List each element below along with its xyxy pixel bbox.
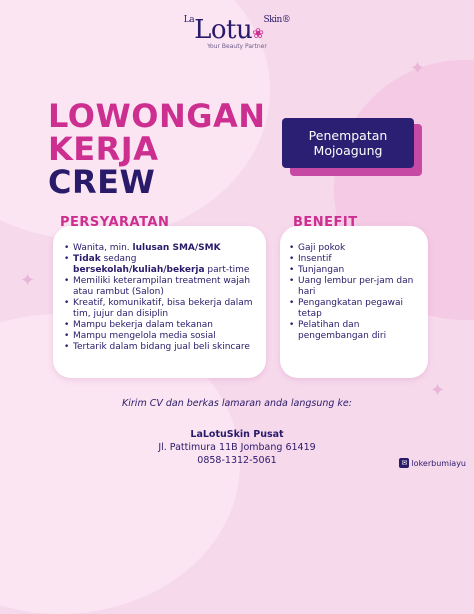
- lotus-icon: ❀: [252, 26, 264, 42]
- sparkle-icon: ✦: [410, 58, 426, 79]
- benefits-title: BENEFIT: [293, 215, 358, 230]
- list-item: • Kreatif, komunikatif, bisa bekerja dalam tim, jujur dan disiplin: [64, 298, 260, 320]
- list-item: • Tertarik dalam bidang jual beli skincare: [64, 342, 260, 353]
- benefits-list: [289, 243, 419, 342]
- headline: [48, 97, 266, 201]
- list-item: • Wanita, min. lulusan SMA/SMK: [64, 243, 260, 254]
- placement-location: Mojoagung: [313, 143, 383, 158]
- list-item: • Memiliki keterampilan treatment wajah atau rambut (Salon): [64, 276, 260, 298]
- list-item: • Uang lembur per-jam dan hari: [289, 276, 419, 298]
- application-instruction: Kirim CV dan berkas lamaran anda langsung ke:: [122, 398, 352, 409]
- list-item: • Pengangkatan pegawai tetap: [289, 298, 419, 320]
- logo-tagline: Your Beauty Partner: [207, 43, 267, 50]
- watermark-text: lokerbumiayu: [411, 458, 466, 468]
- logo-trademark: ®: [281, 15, 291, 25]
- list-item: • Mampu bekerja dalam tekanan: [64, 320, 260, 331]
- logo-main: Lotu: [194, 15, 253, 45]
- list-item: • Pelatihan dan pengembangan diri: [289, 320, 419, 342]
- logo-suffix: Skin: [263, 15, 282, 25]
- headline-line-3: CREW: [48, 163, 156, 201]
- brand-logo: [0, 15, 474, 50]
- company-address: Jl. Pattimura 11B Jombang 61419: [158, 442, 316, 453]
- requirements-list: [64, 243, 260, 353]
- placement-label: Penempatan: [308, 128, 388, 143]
- placement-badge: [282, 118, 422, 176]
- headline-line-2: KERJA: [48, 130, 159, 168]
- list-item: • Tunjangan: [289, 265, 419, 276]
- list-item: • Insentif: [289, 254, 419, 265]
- requirements-title: PERSYARATAN: [60, 215, 170, 230]
- company-name: LaLotuSkin Pusat: [190, 429, 284, 440]
- sparkle-icon: ✦: [20, 270, 36, 291]
- list-item: • Mampu mengelola media sosial: [64, 331, 260, 342]
- company-phone: 0858-1312-5061: [197, 455, 277, 466]
- logo-prefix: La: [183, 15, 195, 25]
- placement-badge-body: [282, 118, 414, 168]
- sparkle-icon: ✦: [430, 380, 446, 401]
- headline-line-1: LOWONGAN: [48, 97, 266, 135]
- watermark-icon: ✉: [399, 458, 409, 468]
- list-item: • Tidak sedang bersekolah/kuliah/bekerja part-time: [64, 254, 260, 276]
- list-item: • Gaji pokok: [289, 243, 419, 254]
- watermark: [399, 458, 466, 468]
